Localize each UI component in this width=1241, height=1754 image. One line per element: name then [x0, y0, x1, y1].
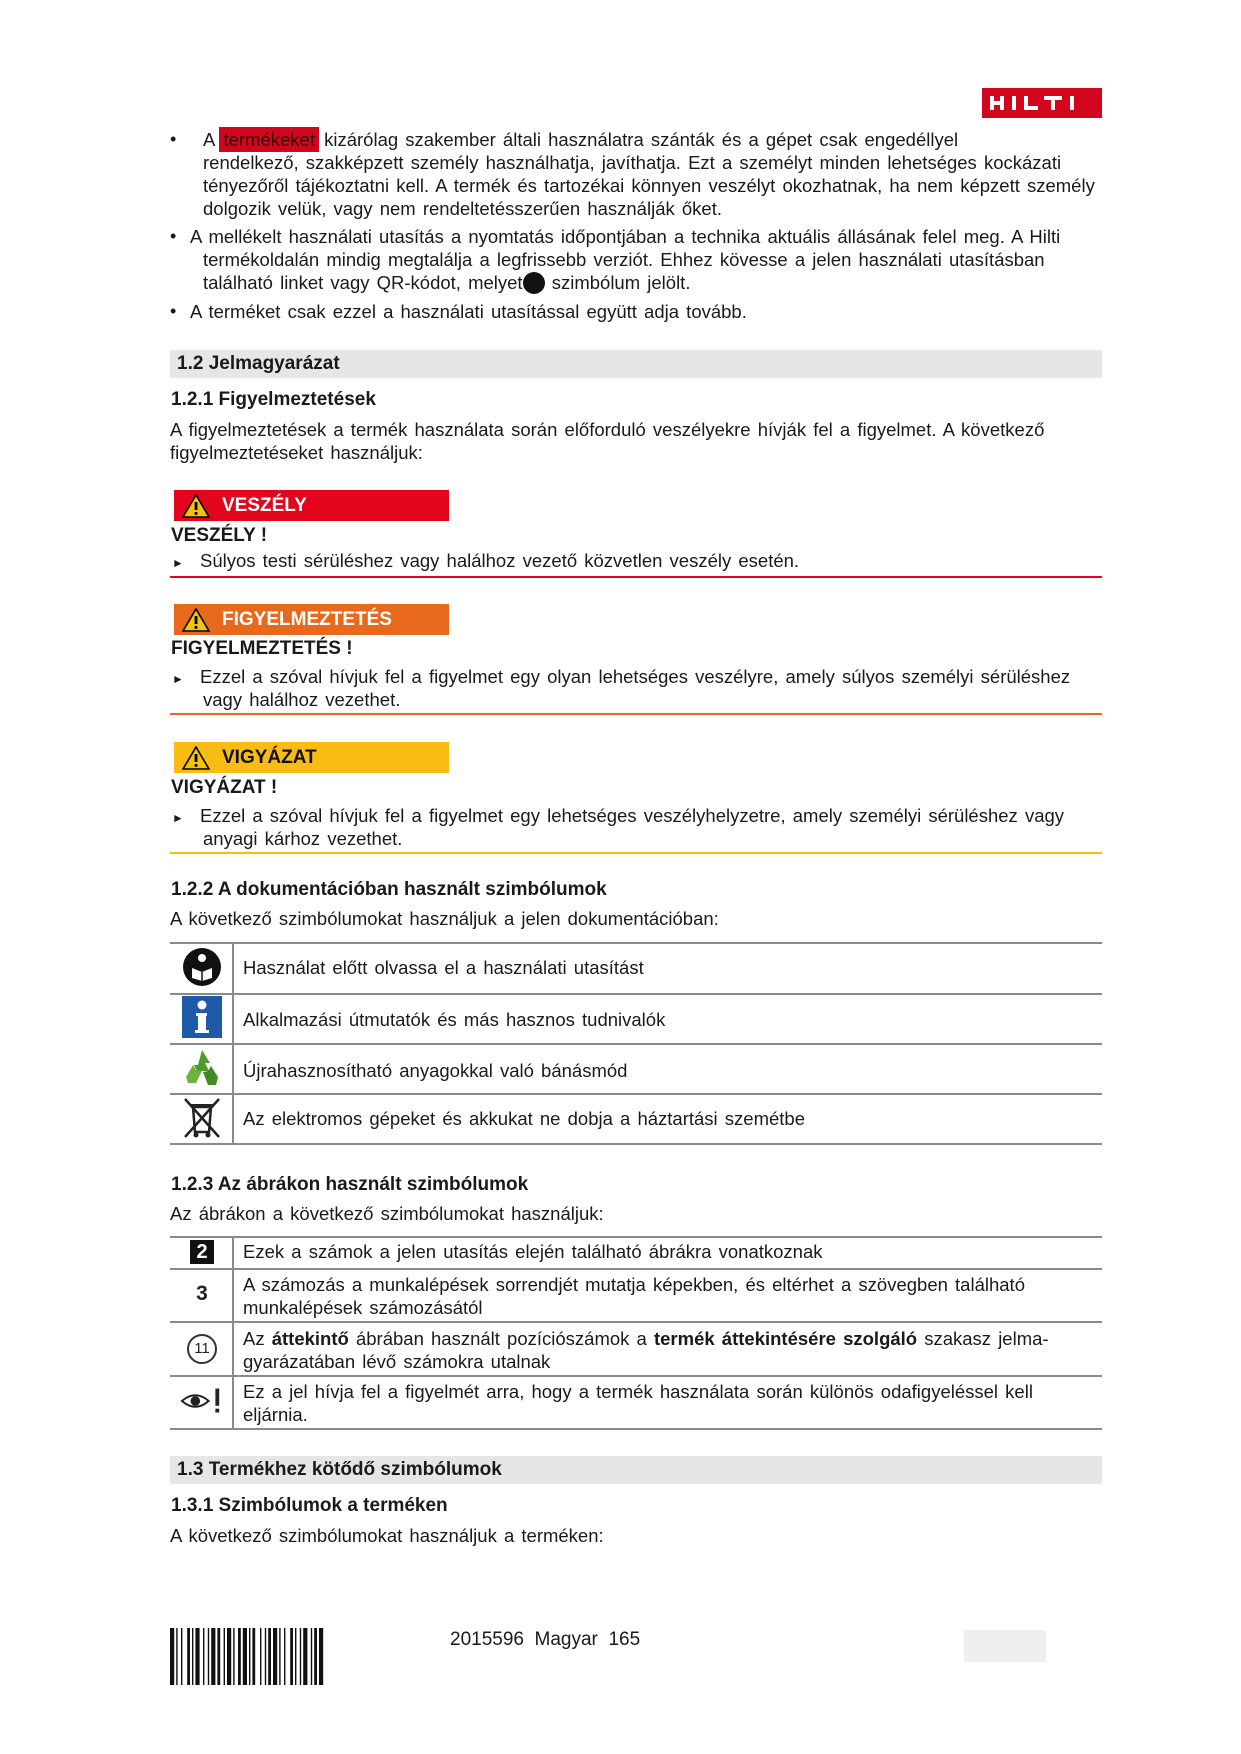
- bullet-1-line1: [203, 128, 963, 151]
- fig-symbols-intro: Az ábrákon a következő szimbólumokat használjuk:: [170, 1203, 604, 1224]
- warning-triangle-icon: [182, 494, 210, 518]
- warning-triangle-icon: [182, 608, 210, 632]
- barcode-icon: [170, 1628, 428, 1685]
- doc-symbol-text: Az elektromos gépeket és akkukat ne dobja a háztartási szemétbe: [243, 1108, 805, 1129]
- table-rule: [170, 1236, 1102, 1238]
- bullet-2-line1: A mellékelt használati utasítás a nyomtatás időpontjában a technika aktuális állásának felel meg. A Hilti: [190, 226, 1061, 247]
- bullet: •: [170, 301, 177, 321]
- bullet: •: [170, 129, 177, 149]
- section-1-2-1-title: 1.2.1 Figyelmeztetések: [171, 389, 376, 410]
- text: A: [203, 129, 215, 150]
- caution-rule: [170, 852, 1102, 854]
- warning-signal-box: [174, 604, 449, 635]
- danger-signal-box: [174, 490, 449, 521]
- bullet-1-line2: rendelkező, szakképzett személy használhatja, javíthatja. Ezt a személyt minden lehetséges kockázati: [203, 152, 1062, 173]
- text: szakasz jelma-: [924, 1328, 1049, 1349]
- product-symbols-intro: A következő szimbólumokat használjuk a terméken:: [170, 1525, 604, 1546]
- qr-code-symbol-icon: [523, 272, 545, 294]
- table-divider: [232, 942, 234, 1145]
- warnings-intro-line1: A figyelmeztetések a termék használata során előforduló veszélyekre hívják fel a figyelmet. A következő: [170, 419, 1045, 440]
- figure-number: 2: [190, 1240, 214, 1264]
- caution-text-line1: Ezzel a szóval hívjuk fel a figyelmet egy lehetséges veszélyhelyzetre, amely személyi sérüléshez vagy: [200, 805, 1065, 826]
- arrow-marker: ►: [172, 556, 184, 570]
- doc-symbol-text: Használat előtt olvassa el a használati utasítást: [243, 957, 644, 978]
- position-number: 11: [187, 1334, 217, 1364]
- table-rule: [170, 1321, 1102, 1323]
- fig-symbol-text-line1: [243, 1327, 1123, 1350]
- info-icon: [180, 996, 224, 1038]
- arrow-marker: ►: [172, 811, 184, 825]
- text: szimbólum jelölt.: [551, 272, 691, 293]
- eye-attention-icon: [180, 1386, 224, 1416]
- table-rule: [170, 1093, 1102, 1095]
- table-rule: [170, 1043, 1102, 1045]
- highlighted-word: termékeket: [223, 129, 315, 150]
- fig-symbol-text-line2: munkalépések számozásától: [243, 1297, 483, 1318]
- danger-rule: [170, 576, 1102, 578]
- step-number: 3: [196, 1282, 208, 1305]
- hilti-logo-icon: [988, 93, 1096, 113]
- bullet-3: A terméket csak ezzel a használati utasítással együtt adja tovább.: [190, 301, 747, 322]
- danger-word: VESZÉLY !: [171, 525, 268, 546]
- position-number-icon: [180, 1334, 224, 1364]
- section-1-3-1-title: 1.3.1 Szimbólumok a terméken: [171, 1495, 448, 1516]
- section-1-3-title: 1.3 Termékhez kötődő szimbólumok: [170, 1456, 1102, 1484]
- hilti-logo: [982, 88, 1102, 118]
- bold-text: termék áttekintésére szolgáló: [653, 1328, 918, 1349]
- table-divider: [232, 1236, 234, 1430]
- table-rule: [170, 942, 1102, 944]
- table-rule: [170, 1375, 1102, 1377]
- bold-text: áttekintő: [271, 1328, 349, 1349]
- bullet-2-line3: [203, 271, 903, 294]
- fig-symbol-text-line2: gyarázatában lévő számokra utalnak: [243, 1351, 551, 1372]
- fig-symbol-text-line2: eljárnia.: [243, 1404, 308, 1425]
- doc-symbol-text: Újrahasznosítható anyagokkal való bánásmód: [243, 1060, 628, 1081]
- bullet-1-line3: tényezőről tájékoztatni kell. A termék és tartozékai könnyen veszélyt okozhatnak, ha nem képzett személy: [203, 175, 1095, 196]
- language: Magyar: [534, 1629, 598, 1650]
- table-rule: [170, 1143, 1102, 1145]
- warning-label: FIGYELMEZTETÉS: [222, 609, 392, 630]
- warning-text-line2: vagy halálhoz vezethet.: [203, 689, 401, 710]
- fig-symbol-text: Ezek a számok a jelen utasítás elején található ábrákra vonatkoznak: [243, 1241, 823, 1262]
- section-1-2-2-title: 1.2.2 A dokumentációban használt szimbólumok: [171, 879, 607, 900]
- text: kizárólag szakember általi használatra szánták és a gépet csak engedéllyel: [324, 129, 959, 150]
- warning-word: FIGYELMEZTETÉS !: [171, 638, 353, 659]
- footer-tab: [964, 1630, 1046, 1662]
- step-number-icon: [180, 1282, 224, 1305]
- text: ábrában használt pozíciószámok a: [355, 1328, 647, 1349]
- footer-info: [450, 1628, 640, 1651]
- text: Az: [243, 1328, 265, 1349]
- warning-rule: [170, 713, 1102, 715]
- manual-icon: [180, 946, 224, 988]
- weee-bin-icon: [180, 1096, 224, 1140]
- caution-text-line2: anyagi kárhoz vezethet.: [203, 828, 403, 849]
- arrow-marker: ►: [172, 672, 184, 686]
- table-rule: [170, 993, 1102, 995]
- table-rule: [170, 1428, 1102, 1430]
- danger-label: VESZÉLY: [222, 495, 307, 516]
- warning-triangle-icon: [182, 746, 210, 770]
- recycle-icon: [180, 1047, 224, 1089]
- page-number: 165: [608, 1629, 641, 1650]
- fig-symbol-text-line1: Ez a jel hívja fel a figyelmét arra, hogy a termék használata során különös odafigyeléssel kell: [243, 1381, 1033, 1402]
- table-rule: [170, 1268, 1102, 1270]
- fig-symbol-text-line1: A számozás a munkalépések sorrendjét mutatja képekben, és eltérhet a szövegben található: [243, 1274, 1025, 1295]
- doc-symbol-text: Alkalmazási útmutatók és más hasznos tudnivalók: [243, 1009, 666, 1030]
- bullet: •: [170, 226, 177, 246]
- text: található linket vagy QR-kódot, melyet: [203, 272, 523, 293]
- caution-label: VIGYÁZAT: [222, 747, 317, 768]
- figure-number-icon: [180, 1240, 224, 1264]
- bullet-1-line4: dolgozik velük, vagy nem rendeltetésszerűen használják őket.: [203, 198, 722, 219]
- section-1-2-title: 1.2 Jelmagyarázat: [170, 350, 1102, 378]
- doc-number: 2015596: [450, 1629, 524, 1650]
- caution-signal-box: [174, 742, 449, 773]
- bullet-2-line2: termékoldalán mindig megtalálja a legfrissebb verziót. Ehhez kövesse a jelen használati utasításban: [203, 249, 1045, 270]
- section-1-2-3-title: 1.2.3 Az ábrákon használt szimbólumok: [171, 1174, 529, 1195]
- doc-symbols-intro: A következő szimbólumokat használjuk a jelen dokumentációban:: [170, 908, 719, 929]
- warning-text-line1: Ezzel a szóval hívjuk fel a figyelmet egy olyan lehetséges veszélyre, amely súlyos személyi sérüléshez: [200, 666, 1071, 687]
- danger-text: Súlyos testi sérüléshez vagy halálhoz vezető közvetlen veszély esetén.: [200, 550, 800, 571]
- caution-word: VIGYÁZAT !: [171, 777, 278, 798]
- warnings-intro-line2: figyelmeztetéseket használjuk:: [170, 442, 423, 463]
